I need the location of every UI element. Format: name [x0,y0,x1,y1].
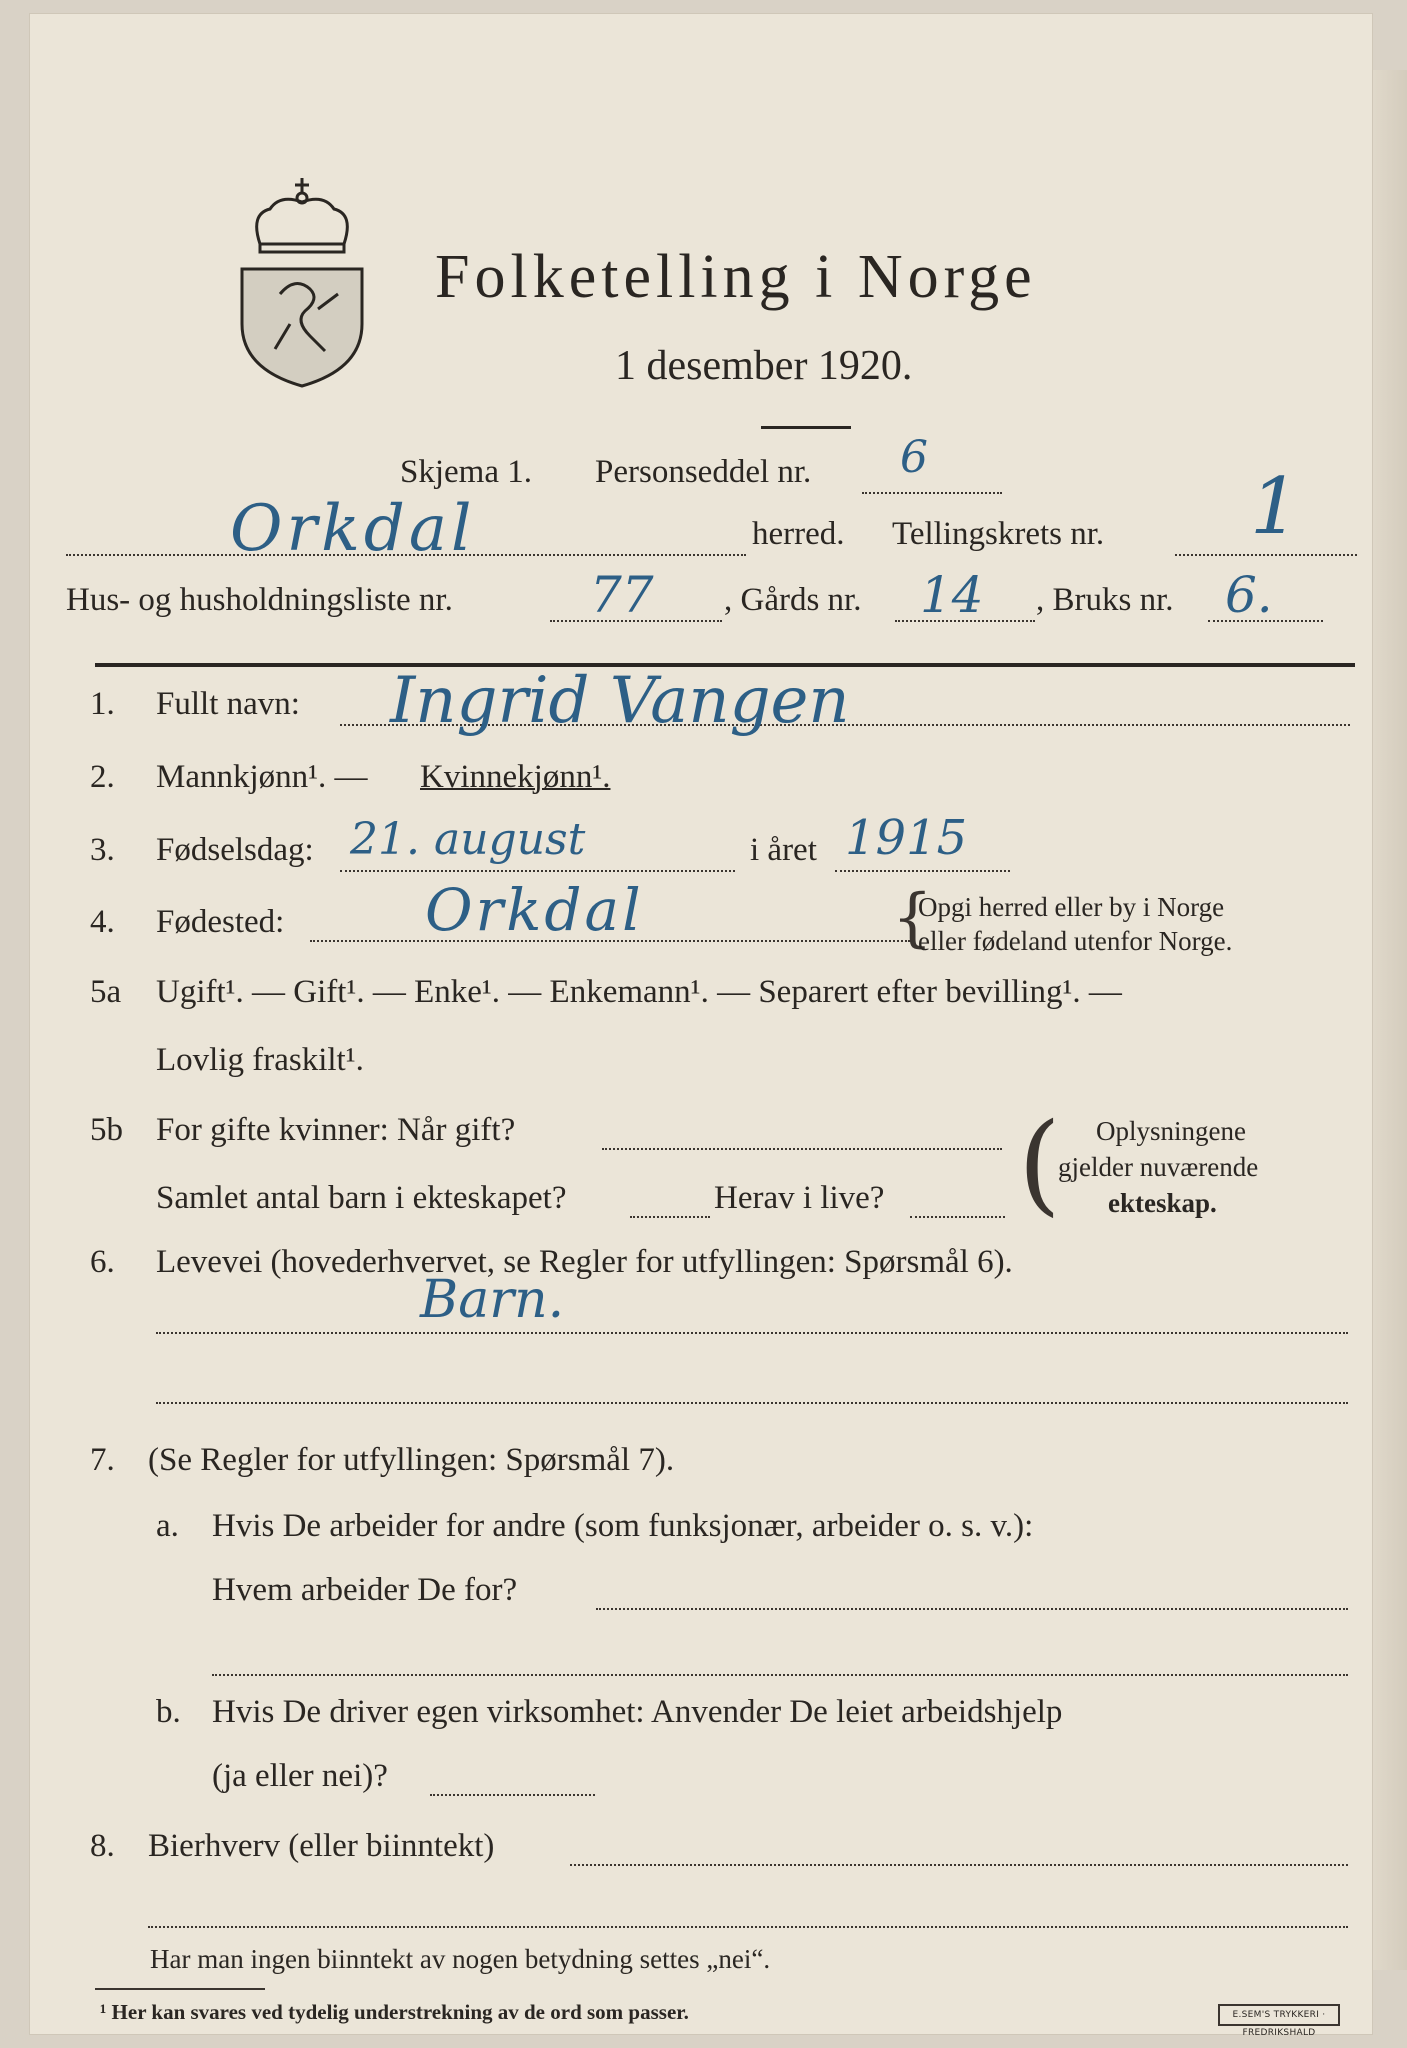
q7a-label: Hvis De arbeider for andre (som funksjonær, arbeider o. s. v.): [212,1508,1034,1544]
title-divider [761,426,851,429]
q5a-number: 5a [90,974,122,1010]
q3-number: 3. [90,832,115,868]
footnote-divider [95,1988,265,1990]
children-alive-field[interactable] [910,1216,1005,1218]
personseddel-field[interactable] [862,492,1002,494]
gards-label: , Gårds nr. [724,582,862,618]
q4-note-line1: Opgi herred eller by i Norge [918,892,1225,922]
hired-help-field[interactable] [430,1794,595,1796]
occupation-field-2[interactable] [156,1402,1348,1404]
tellingskrets-value: 1 [1250,462,1300,552]
tellingskrets-field[interactable] [1175,554,1357,556]
q5b-note-line3: ekteskap. [1108,1188,1217,1218]
q5b-alive-label: Herav i live? [714,1180,885,1216]
employer-field-2[interactable] [212,1674,1348,1676]
q5b-married-label: For gifte kvinner: Når gift? [156,1112,516,1148]
occupation-value: Barn. [420,1270,565,1330]
q7-number: 7. [90,1442,115,1478]
q6-number: 6. [90,1244,115,1280]
employer-field-1[interactable] [596,1608,1348,1610]
q1-label: Fullt navn: [156,686,300,722]
q7a-employer-label: Hvem arbeider De for? [212,1572,518,1608]
q2-female-option[interactable]: Kvinnekjønn¹. [420,759,611,795]
gards-value: 14 [920,566,984,624]
birth-year-label: i året [750,832,817,868]
q5b-number: 5b [90,1112,123,1148]
q5b-note-line1: Oplysningene [1096,1116,1246,1146]
q5b-note-line2: gjelder nuværende [1058,1152,1259,1182]
side-income-field-2[interactable] [148,1926,1348,1928]
q4-number: 4. [90,904,115,940]
census-form [30,14,1372,2038]
birth-year-field[interactable] [835,870,1010,872]
q4-label: Fødested: [156,904,285,940]
birthplace-value: Orkdal [425,876,644,944]
q4-brace: { [892,881,933,955]
occupation-field-1[interactable] [156,1332,1348,1334]
tellingskrets-label: Tellingskrets nr. [892,516,1105,552]
herred-value: Orkdal [230,492,476,566]
birth-year-value: 1915 [845,810,968,866]
q5b-children-label: Samlet antal barn i ekteskapet? [156,1180,567,1216]
q7a-letter: a. [156,1508,179,1544]
q8-note: Har man ingen biinntekt av nogen betydning settes „nei“. [150,1944,771,1974]
birthday-field[interactable] [340,870,735,872]
q3-label: Fødselsdag: [156,832,314,868]
q6-label: Levevei (hovederhvervet, se Regler for utfyllingen: Spørsmål 6). [156,1244,1013,1280]
married-when-field[interactable] [602,1148,1002,1150]
printer-stamp: E.SEM'S TRYKKERI · FREDRIKSHALD [1218,2004,1340,2026]
q5b-brace: ( [1018,1099,1061,1227]
side-income-field-1[interactable] [570,1864,1348,1866]
q1-number: 1. [90,686,115,722]
footnote: ¹ Her kan svares ved tydelig understrekning av de ord som passer. [100,2000,689,2024]
q8-label: Bierhverv (eller biinntekt) [148,1828,495,1864]
form-title: Folketelling i Norge [435,243,1037,311]
q8-number: 8. [90,1828,115,1864]
schema-label: Skjema 1. [400,454,532,490]
q7b-label: Hvis De driver egen virksomhet: Anvender De leiet arbeidshjelp [212,1694,1063,1730]
coat-of-arms-icon [230,174,375,389]
household-list-label: Hus- og husholdningsliste nr. [66,582,453,618]
census-date: 1 desember 1920. [615,343,913,389]
q2-number: 2. [90,759,115,795]
bruks-value: 6. [1225,566,1273,624]
children-count-field[interactable] [630,1216,710,1218]
herred-label: herred. [752,516,845,552]
q4-note-line2: eller fødeland utenfor Norge. [918,926,1233,956]
marital-status-divorced[interactable]: Lovlig fraskilt¹. [156,1042,364,1078]
marital-status-options[interactable]: Ugift¹. — Gift¹. — Enke¹. — Enkemann¹. — Separert efter bevilling¹. — [156,974,1122,1010]
personseddel-label: Personseddel nr. [595,454,812,490]
birthday-value: 21. august [350,814,586,865]
personseddel-value: 6 [900,432,928,483]
q7-label: (Se Regler for utfyllingen: Spørsmål 7). [148,1442,675,1478]
bruks-label: , Bruks nr. [1036,582,1174,618]
q2-male-option[interactable]: Mannkjønn¹. — [156,759,368,795]
household-list-value: 77 [590,566,654,624]
full-name-value: Ingrid Vangen [390,664,850,738]
q7b-yes-no-label: (ja eller nei)? [212,1758,388,1794]
q7b-letter: b. [156,1694,181,1730]
